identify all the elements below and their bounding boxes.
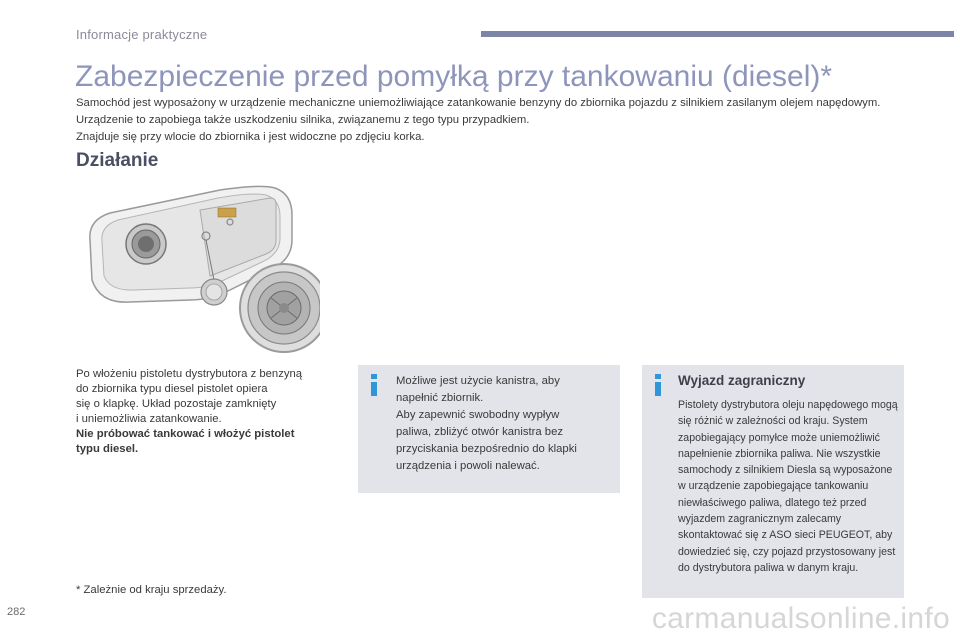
intro-paragraph-2: Znajduje się przy wlocie do zbiornika i jest widoczne po zdjęciu korka. — [76, 131, 425, 143]
info-line: napełnić zbiornik. — [396, 392, 484, 404]
abroad-box-text: Pistolety dystrybutora oleju napędowego mogą się różnić w zależności od kraju. System zapobiegający pomyłce może uniemożliwić napełnienie zbiornika paliwa. Nie wszystkie samochody z silnikiem Diesla są wyposażone w urządzenie zapobiegające tankowaniu niewłaściwego paliwa, dlatego też przed wyjazdem zagranicznym zalecamy skontaktować się z ASO sieci PEUGEOT, aby dowiedzieć się, czy pojazd przystosowany jest do dystrybutora paliwa w danym kraju. — [678, 399, 898, 574]
operation-text — [76, 367, 346, 457]
page-title: Zabezpieczenie przed pomyłką przy tankowaniu (diesel)* — [75, 60, 833, 93]
info-line: Możliwe jest użycie kanistra, aby — [396, 375, 560, 387]
info-icon — [367, 374, 381, 396]
info-line: urządzenia i powoli nalewać. — [396, 460, 540, 472]
warning-line: Nie próbować tankować i włożyć pistolet — [76, 428, 295, 440]
operation-line: do zbiornika typu diesel pistolet opiera — [76, 383, 268, 395]
fuel-filler-illustration — [70, 180, 320, 360]
operation-line: się o klapkę. Układ pozostaje zamknięty — [76, 398, 277, 410]
header-bar — [481, 31, 954, 37]
watermark: carmanualsonline.info — [651, 602, 950, 635]
info-box-text — [396, 373, 611, 475]
info-icon — [651, 374, 665, 396]
operation-line: Po włożeniu pistoletu dystrybutora z benzyną — [76, 368, 303, 380]
info-line: Aby zapewnić swobodny wypływ — [396, 409, 560, 421]
intro-text — [76, 95, 916, 146]
section-heading-operation: Działanie — [76, 150, 159, 171]
abroad-box-title: Wyjazd zagraniczny — [678, 373, 806, 388]
info-box-canister — [358, 365, 620, 493]
page-number: 282 — [7, 606, 26, 618]
intro-paragraph-1: Samochód jest wyposażony w urządzenie mechaniczne uniemożliwiające zatankowanie benzyny do zbiornika pojazdu z silnikiem zasilanym olejem napędowym. Urządzenie to zapobiega także uszkodzeniu silnika, związanemu z tego typu przypadkiem. — [76, 97, 881, 126]
info-line: przyciskania bezpośrednio do klapki — [396, 443, 577, 455]
info-line: paliwa, zbliżyć otwór kanistra bez — [396, 426, 564, 438]
operation-line: i uniemożliwia zatankowanie. — [76, 413, 222, 425]
section-label: Informacje praktyczne — [76, 27, 208, 42]
info-box-abroad — [642, 365, 904, 598]
warning-line: typu diesel. — [76, 443, 139, 455]
footnote: * Zależnie od kraju sprzedaży. — [76, 584, 227, 596]
